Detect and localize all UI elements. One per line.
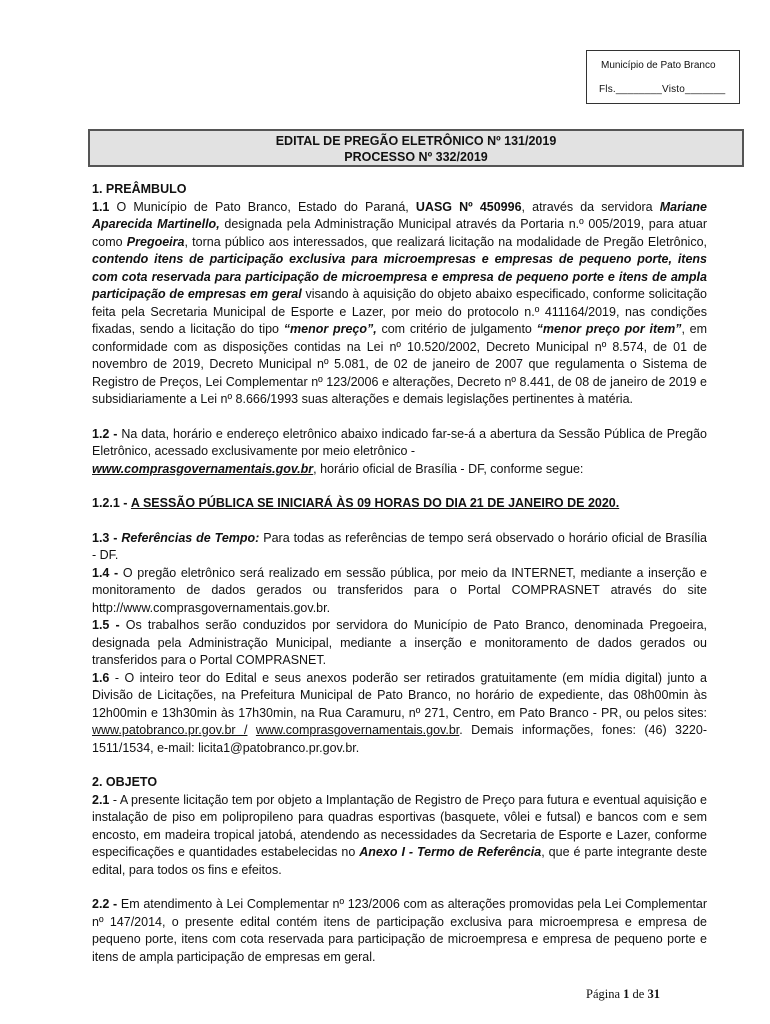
- participation-clause: contendo itens de participação exclusiva para microempresas e empresas de pequeno porte, itens com cota reservada para participação de microempresa e empresa de pequeno porte e itens de ampla participação de empresas em geral: [92, 252, 707, 301]
- officer-role: Pregoeira: [126, 234, 185, 249]
- clause-number: 1.2.1 -: [92, 496, 128, 510]
- clause-number: 1.5 -: [92, 618, 120, 632]
- patobranco-link[interactable]: www.patobranco.pr.gov.br /: [92, 723, 248, 737]
- clause-number: 1.3 -: [92, 530, 118, 545]
- clause-number: 2.1: [92, 792, 110, 807]
- session-start-notice: A SESSÃO PÚBLICA SE INICIARÁ ÀS 09 HORAS DO DIA 21 DE JANEIRO DE 2020.: [130, 496, 620, 510]
- text: com critério de julgamento: [376, 322, 537, 336]
- clause-number: 1.2 -: [92, 426, 118, 441]
- text: - O inteiro teor do Edital e seus anexos poderão ser retirados gratuitamente (em mídia digital) junto a Divisão de Licitações, na Prefeitura Municipal de Pato Branco, no horário de expediente, das 08h00min às 12h00min e 13h30min às 17h30min, na Rua Caramuru, nº 271, Centro, em Pato Branco - PR, ou pelos sites:: [92, 670, 707, 720]
- officer-name: Mariane Aparecida Martinello,: [92, 199, 707, 231]
- comprasgov-link[interactable]: www.comprasgovernamentais.gov.br: [255, 723, 460, 737]
- paragraph-1-2-1: [92, 495, 707, 513]
- text: Os trabalhos serão conduzidos por servidora do Município de Pato Branco, denominada Pregoeira, designada pela Administração Municipal, mediante a inserção e monitoramento de dados gerados ou transferidos para o Portal COMPRASNET.: [92, 618, 707, 667]
- page-number: 1: [623, 987, 630, 1001]
- text: - A presente licitação tem por objeto a Implantação de Registro de Preço para futura e eventual aquisição e instalação de piso em polipropileno para quadras esportivas (basquete, vôlei e futsal) e bancos com e sem encosto, em madeira tropical jatobá, atendendo as necessidades da Secretaria de Esporte e Lazer, conforme especificações e quantidades estabelecidas no: [92, 792, 707, 859]
- text: Em atendimento à Lei Complementar nº 123/2006 com as alterações promovidas pela Lei Complementar nº 147/2014, o presente edital contém itens de participação exclusiva para microempresa e empresa de pequeno porte, itens com cota reservada para participação de microempresa e empresa de pequeno porte e itens de ampla participação de empresas em geral.: [92, 897, 708, 964]
- clause-number: 1.6: [92, 670, 110, 685]
- paragraph-2-1: [92, 792, 707, 880]
- text: designada pela Administração Municipal através da Portaria n.º 005/2019, para atuar como: [92, 217, 707, 249]
- folio-stamp: [586, 50, 740, 104]
- bid-type: “menor preço”,: [283, 322, 377, 336]
- text: . Demais informações, fones: (46) 3220-1511/1534, e-mail: licita1@patobranco.pr.gov.br.: [92, 723, 707, 755]
- paragraph-1-3: [92, 530, 707, 565]
- text: , em conformidade com as disposições contidas na Lei nº 10.520/2002, Decreto Municipal nº 8.574, de 01 de novembro de 2019, Decreto Municipal nº 5.081, de 02 de janeiro de 2007 que regulamenta o Sistema de Registro de Preços, Lei Complementar nº 123/2006 e alterações, Decreto nº 8.441, de 08 de janeiro de 2019 e subsidiariamente a Lei nº 8.666/1993 suas alterações e demais legislações pertinentes à matéria.: [92, 322, 708, 406]
- text: Para todas as referências de tempo será observado o horário oficial de Brasília - DF.: [92, 530, 707, 562]
- text: O pregão eletrônico será realizado em sessão pública, por meio da INTERNET, mediante a inserção e monitoramento de dados gerados ou transferidos para o Portal COMPRASNET através do site http://www.comprasgovernamentais.gov.br.: [92, 565, 708, 615]
- text: visando à aquisição do objeto abaixo especificado, conforme solicitação feita pela Secretaria Municipal de Esporte e Lazer, por meio do protocolo n.º 411164/2019, nas condições fixadas, sendo a licitação do tipo: [92, 287, 707, 336]
- document-body: [92, 181, 707, 966]
- text: , através da servidora: [521, 199, 660, 214]
- text: Na data, horário e endereço eletrônico abaixo indicado far-se-á a abertura da Sessão Pública de Pregão Eletrônico, acessado exclusivamente por meio eletrônico -: [92, 426, 708, 458]
- process-number: PROCESSO Nº 332/2019: [344, 150, 488, 164]
- stamp-folio-visto: Fls.________Visto_______: [599, 84, 726, 95]
- text: [248, 723, 256, 737]
- page-label: Página: [586, 987, 624, 1001]
- time-reference-label: Referências de Tempo:: [121, 530, 260, 545]
- clause-number: 2.2 -: [92, 897, 118, 911]
- clause-number: 1.1: [92, 199, 110, 214]
- page-total: 31: [647, 987, 660, 1001]
- document-title-box: [88, 129, 744, 167]
- text: O Município de Pato Branco, Estado do Paraná,: [109, 199, 416, 214]
- uasg-number: UASG Nº 450996: [415, 199, 522, 214]
- annex-reference: Anexo I - Termo de Referência: [359, 845, 542, 859]
- text: , torna público aos interessados, que realizará licitação na modalidade de Pregão Eletrônico,: [184, 234, 707, 249]
- section-heading-objeto: 2. OBJETO: [92, 775, 158, 789]
- section-heading-preambulo: 1. PREÂMBULO: [92, 182, 187, 196]
- paragraph-1-6: [92, 670, 707, 758]
- text: , horário oficial de Brasília - DF, conforme segue:: [313, 461, 584, 476]
- judgment-criterion: “menor preço por item”: [536, 322, 682, 336]
- paragraph-1-5: [92, 617, 707, 670]
- text: , que é parte integrante deste edital, para todos os fins e efeitos.: [92, 845, 708, 877]
- comprasnet-link[interactable]: www.comprasgovernamentais.gov.br: [92, 461, 314, 476]
- paragraph-1-1: [92, 199, 707, 409]
- paragraph-1-4: [92, 565, 707, 618]
- page-footer: [586, 987, 660, 1002]
- clause-number: 1.4 -: [92, 565, 119, 580]
- paragraph-1-2: [92, 426, 707, 479]
- stamp-municipality: Município de Pato Branco: [601, 60, 716, 71]
- document-title: EDITAL DE PREGÃO ELETRÔNICO Nº 131/2019: [275, 134, 557, 148]
- page-label: de: [629, 987, 648, 1001]
- paragraph-2-2: [92, 896, 707, 966]
